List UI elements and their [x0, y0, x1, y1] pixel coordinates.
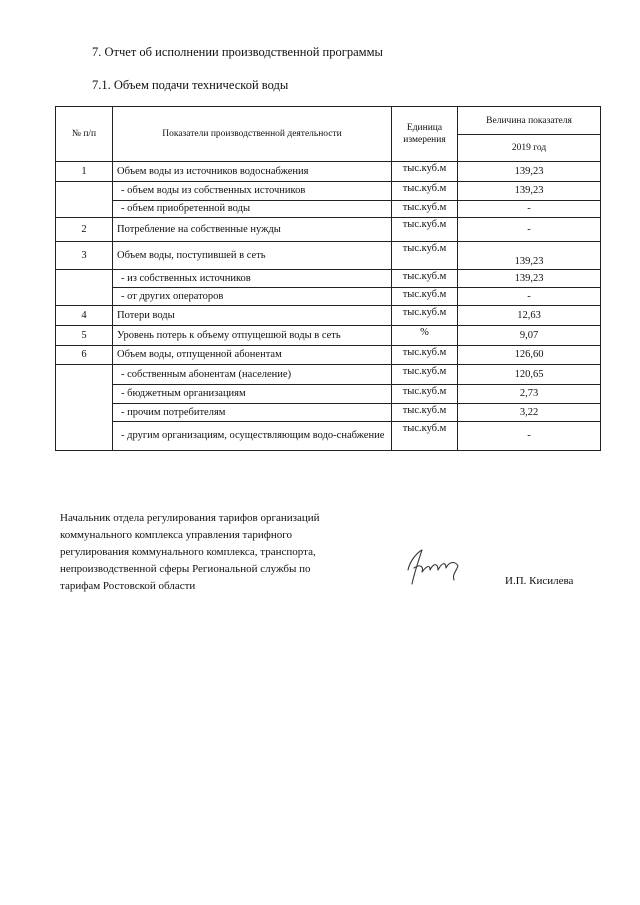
- row-unit: %: [392, 326, 458, 346]
- row-unit: тыс.куб.м: [392, 365, 458, 385]
- table-row: [56, 326, 601, 346]
- signatory-line: тарифам Ростовской области: [60, 580, 196, 592]
- row-unit: тыс.куб.м: [392, 162, 458, 182]
- table-row: [56, 306, 601, 326]
- row-value: 12,63: [458, 306, 601, 326]
- row-name: - другим организациям, осуществляющим водо-снабжение: [113, 422, 392, 451]
- table-row: [56, 218, 601, 242]
- signatory-name: И.П. Кисилева: [505, 575, 574, 587]
- row-num: [56, 365, 113, 451]
- table-row: [56, 288, 601, 306]
- row-value: 120,65: [458, 365, 601, 385]
- header-unit: Единица измерения: [392, 107, 458, 162]
- section-title: 7. Отчет об исполнении производственной программы: [92, 45, 383, 59]
- signatory-line: регулирования коммунального комплекса, транспорта,: [60, 546, 316, 558]
- row-value: -: [458, 218, 601, 242]
- row-unit: тыс.куб.м: [392, 270, 458, 288]
- row-num: 3: [56, 242, 113, 270]
- row-num: 1: [56, 162, 113, 182]
- row-name: Потери воды: [113, 306, 392, 326]
- row-num: 2: [56, 218, 113, 242]
- row-name: - объем воды из собственных источников: [113, 182, 392, 201]
- row-name: - собственным абонентам (население): [113, 365, 392, 385]
- signatory-line: Начальник отдела регулирования тарифов организаций: [60, 512, 320, 524]
- row-value: 139,23: [458, 182, 601, 201]
- row-name: - из собственных источников: [113, 270, 392, 288]
- row-unit: тыс.куб.м: [392, 306, 458, 326]
- row-name: Потребление на собственные нужды: [113, 218, 392, 242]
- table-row: [56, 182, 601, 201]
- row-name: Объем воды из источников водоснабжения: [113, 162, 392, 182]
- handwritten-signature: [400, 540, 470, 590]
- row-unit: тыс.куб.м: [392, 242, 458, 270]
- table-row: [56, 422, 601, 451]
- signatory-line: непроизводственной сферы Региональной службы по: [60, 563, 311, 575]
- row-num: 5: [56, 326, 113, 346]
- row-unit: тыс.куб.м: [392, 404, 458, 422]
- row-value: 139,23: [458, 162, 601, 182]
- subsection-title: 7.1. Объем подачи технической воды: [92, 78, 289, 92]
- table-row: [56, 404, 601, 422]
- table-row: [56, 365, 601, 385]
- row-unit: тыс.куб.м: [392, 218, 458, 242]
- row-unit: тыс.куб.м: [392, 201, 458, 218]
- row-value: -: [458, 422, 601, 451]
- row-value: 2,73: [458, 385, 601, 404]
- row-value: 3,22: [458, 404, 601, 422]
- row-name: - бюджетным организациям: [113, 385, 392, 404]
- table-row: [56, 162, 601, 182]
- row-value: 9,07: [458, 326, 601, 346]
- row-name: - прочим потребителям: [113, 404, 392, 422]
- water-supply-table: [55, 106, 601, 451]
- row-num: [56, 182, 113, 218]
- row-name: - объем приобретенной воды: [113, 201, 392, 218]
- row-value: -: [458, 201, 601, 218]
- row-value: 139,23: [458, 270, 601, 288]
- table-row: [56, 201, 601, 218]
- row-name: - от других операторов: [113, 288, 392, 306]
- row-unit: тыс.куб.м: [392, 346, 458, 365]
- table-row: [56, 385, 601, 404]
- signatory-line: коммунального комплекса управления тарифного: [60, 529, 292, 541]
- header-value-group: Величина показателя: [458, 107, 601, 135]
- header-indicator: Показатели производственной деятельности: [113, 107, 392, 162]
- row-unit: тыс.куб.м: [392, 182, 458, 201]
- signatory-position: [60, 510, 390, 595]
- table-row: [56, 346, 601, 365]
- row-num: [56, 270, 113, 306]
- table-row: [56, 242, 601, 270]
- table-row: [56, 270, 601, 288]
- row-num: 4: [56, 306, 113, 326]
- row-name: Объем воды, поступившей в сеть: [113, 242, 392, 270]
- row-name: Объем воды, отпущенной абонентам: [113, 346, 392, 365]
- row-unit: тыс.куб.м: [392, 288, 458, 306]
- row-value: 126,60: [458, 346, 601, 365]
- row-unit: тыс.куб.м: [392, 422, 458, 451]
- header-year: 2019 год: [458, 135, 601, 162]
- header-num: № п/п: [56, 107, 113, 162]
- row-num: 6: [56, 346, 113, 365]
- row-unit: тыс.куб.м: [392, 385, 458, 404]
- row-value: 139,23: [458, 242, 601, 270]
- row-name: Уровень потерь к объему отпущешюй воды в сеть: [113, 326, 392, 346]
- row-value: -: [458, 288, 601, 306]
